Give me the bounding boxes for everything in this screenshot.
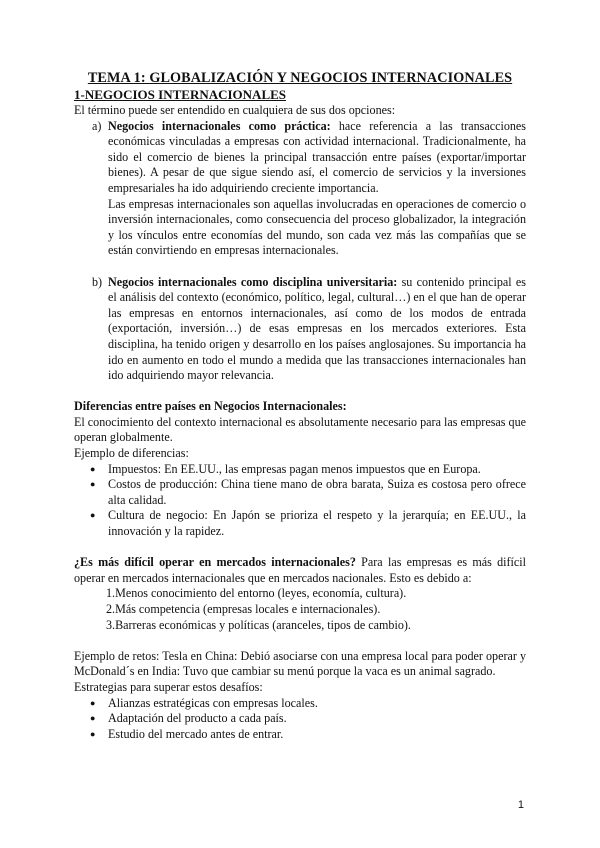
paragraph-b (108, 275, 526, 384)
strategies-label: Estrategias para superar estos desafíos: (74, 679, 263, 694)
list-label-b: b) (92, 274, 103, 289)
reason-item: 3.Barreras económicas y políticas (aranceles, tipos de cambio). (106, 617, 411, 632)
list-item: ● Costos de producción: China tiene mano de obra barata, Suiza es costosa pero ofrece alta calidad. (90, 477, 526, 507)
term-practica: Negocios internacionales como práctica: (108, 118, 331, 133)
retos-paragraph: Ejemplo de retos: Tesla en China: Debió asociarse con una empresa local para poder operar y McDonald´s en India: Tuvo que cambiar su menú porque la vaca es un animal sagrado. (74, 648, 526, 679)
paragraph-b-text: su contenido principal es el análisis del contexto (económico, político, legal, cultural…) en el que han de operar las empresas en entornos internacionales, así como de los modos de entrada (exportación, inversión…) de esas empresas en los mercados exteriores. Esta disciplina, ha tenido origen y desarrollo en los países anglosajones. Su importancia ha ido en aumento en todo el mundo a medida que las transacciones internacionales han ido adquiriendo mayor relevancia. (108, 274, 526, 383)
list-item: ● Cultura de negocio: En Japón se prioriza el respeto y la jerarquía; en EE.UU., la innovación y la rapidez. (90, 508, 526, 539)
list-item: ● Estudio del mercado antes de entrar. (90, 726, 284, 741)
term-disciplina: Negocios internacionales como disciplina universitaria: (108, 274, 398, 289)
reason-item: 1.Menos conocimiento del entorno (leyes, economía, cultura). (106, 586, 407, 601)
list-item: ● Alianzas estratégicas con empresas locales. (90, 695, 318, 710)
bullet-icon: ● (90, 463, 96, 474)
list-item-a (92, 119, 526, 259)
dificil-paragraph: ¿Es más difícil operar en mercados internacionales? Para las empresas es más difícil operar en mercados internacionales que en mercados nacionales. Esto es debido a: (74, 555, 526, 585)
diferencias-paragraph: El conocimiento del contexto internacional es absolutamente necesario para las empresas que operan globalmente. (74, 414, 526, 445)
list-label-a: a) (92, 118, 102, 133)
bullet-icon: ● (90, 728, 96, 739)
paragraph-a-text: hace referencia a las transacciones económicas vinculadas a empresas con actividad internacional. Tradicionalmente, ha sido el comercio de bienes la principal transacción entre países (exportar/importar bienes). A pesar de que sigue siendo así, el comercio de servicios y la inversiones empresariales ha ido adquiriendo creciente importancia. (108, 118, 526, 195)
bullet-icon: ● (90, 479, 96, 490)
page-number: 1 (517, 799, 524, 811)
list-item: ● Adaptación del producto a cada país. (90, 711, 287, 726)
intro-paragraph: El término puede ser entendido en cualquiera de sus dos opciones: (74, 103, 396, 117)
bullet-icon: ● (90, 510, 96, 521)
list-item: ● Impuestos: En EE.UU., las empresas pagan menos impuestos que en Europa. (90, 461, 481, 476)
paragraph-a (108, 119, 526, 197)
bullet-icon: ● (90, 697, 96, 708)
list-item-b (92, 275, 526, 384)
diferencias-heading: Diferencias entre países en Negocios Internacionales: (74, 399, 347, 414)
page-title: TEMA 1: GLOBALIZACIÓN Y NEGOCIOS INTERNACIONALES (87, 70, 513, 86)
diferencias-example-label: Ejemplo de diferencias: (74, 446, 189, 461)
section-heading: 1-NEGOCIOS INTERNACIONALES (74, 87, 287, 102)
paragraph-a2: Las empresas internacionales son aquellas involucradas en operaciones de comercio o inversión internacionales, como consecuencia del proceso globalizador, la integración y los vínculos entre economías del mundo, son cada vez más las compañías que se están convirtiendo en empresas internacionales. (108, 196, 526, 258)
reason-item: 2.Más competencia (empresas locales e internacionales). (106, 602, 381, 616)
bullet-icon: ● (90, 713, 96, 724)
dificil-question: ¿Es más difícil operar en mercados internacionales? (74, 555, 356, 570)
